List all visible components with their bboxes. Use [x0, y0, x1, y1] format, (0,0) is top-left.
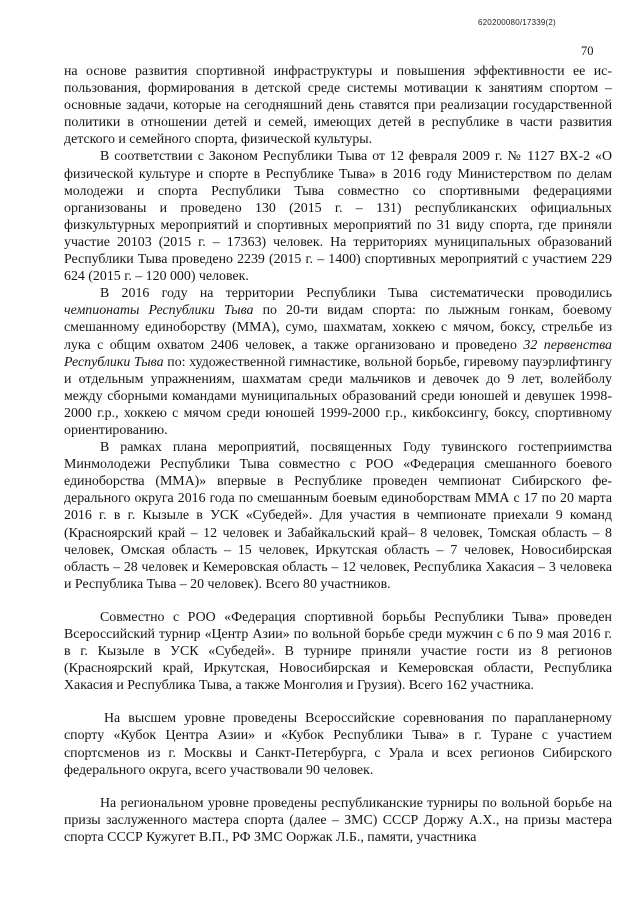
championships-text-a: В 2016 году на территории Республики Тыва систематически проводились [100, 286, 612, 302]
document-id: 620200080/17339(2) [478, 18, 556, 27]
paragraph-regional-tournaments: На региональном уровне проведены республиканские турниры по вольной борьбе на призы заслуженного мастера спорта (далее – ЗМС) СССР Доржу А.Х., на призы мастера спорта СССР Кужугет В.П., РФ ЗМС Ооржак Л.Б., памяти, участника [64, 795, 612, 845]
body-text [64, 63, 612, 846]
championships-text-e: по: художественной гимнастике, вольной борьбе, гиревому пауэрлифтингу и отдельным упражнениям, шахматам среди мальчиков и девочек до 9 лет, волейболу между сборными командами муниципальных образований среди юношей и девушек 1998-2000 г.р., хоккею с мячом среди юношей 1999-2000 г.р., кикбоксингу, боксу, спортивному ориентированию. [64, 354, 613, 438]
paragraph-mma-championship: В рамках плана мероприятий, посвященных Году тувинского гостеприимства Минмолодежи Республики Тыва совместно с РОО «Федерация смешанного боевого единоборства (ММА)» впервые в Республике проведен чемпионат Сибирского федерального округа 2016 года по смешанным боевым единоборствам ММА с 17 по 20 марта 2016 г. в г. Кызыле в УСК «Субедей». Для участия в чемпионате приехали 9 команд (Красноярский край – 12 человек и Забайкальский край– 8 человек, Томская область – 8 человек, Омская область – 15 человек, Иркутская область – 7 человек, Новосибирская область – 28 человек и Кемеровская область – 12 человек, Республика Хакасия – 3 человека и Республика Тыва – 20 человек). Всего 80 участников. [64, 440, 612, 592]
championships-emphasis: чемпионаты Республики Тыва [64, 303, 254, 319]
paragraph-intro-continuation: на основе развития спортивной инфраструктуры и повышения эффективности ее использования, формирования в детской среде системы мотивации к занятиям спортом – основные задачи, которые на сегодняшний день ставятся при реализации государственной политики в отношении детей и семей, имеющих детей в республике в части развития детского и семейного спорта, физической культуры. [64, 64, 612, 148]
paragraph-law-events: В соответствии с Законом Республики Тыва от 12 февраля 2009 г. № 1127 ВХ-2 «О физической культуре и спорте в Республике Тыва» в 2016 году Министерством по делам молодежи и спорта Республики Тыва совместно со спортивными федерациями организованы и проведено 130 (2015 г. – 131) республиканских официальных физкультурных мероприятий и спортивных мероприятий по 31 виду спорта, где приняли участие 20103 (2015 г. – 17363) человек. На территориях муниципальных образований Республики Тыва проведено 2239 (2015 г. – 1400) спортивных мероприятий с участием 229 624 (2015 г. – 120 000) человек. [64, 149, 612, 285]
first-championships-emphasis: 32 первенства Республики Тыва [64, 337, 612, 370]
page-number: 70 [581, 44, 594, 58]
paragraph-paragliding: На высшем уровне проведены Всероссийские соревнования по парапланерному спорту «Кубок Центра Азии» и «Кубок Республики Тыва» в г. Туране с участием спортсменов из г. Москвы и Санкт-Петербурга, с Урала и всех регионов Сибирского федерального округа, всего участвовали 90 человек. [64, 711, 612, 778]
paragraph-wrestling-tournament: Совместно с РОО «Федерация спортивной борьбы Республики Тыва» проведен Всероссийский турнир «Центр Азии» по вольной борьбе среди мужчин с 6 по 9 мая 2016 г. в г. Кызыле в УСК «Субедей». В турнире приняли участие гости из 8 регионов (Красноярский край, Иркутская, Новосибирская и Кемеровская области, Республика Хакасия и Республика Тыва, а также Монголия и Грузия). Всего 162 участника. [64, 609, 612, 694]
paragraph-championships [64, 285, 612, 439]
championships-text-c: по 20-ти видам спорта: по лыжным гонкам, боевому смешанному единоборству (ММА), сумо, шахматам, хоккею с мячом, боксу, стрельбе из лука с общим охватом 2406 человек, а также организовано и проведено [64, 303, 612, 353]
